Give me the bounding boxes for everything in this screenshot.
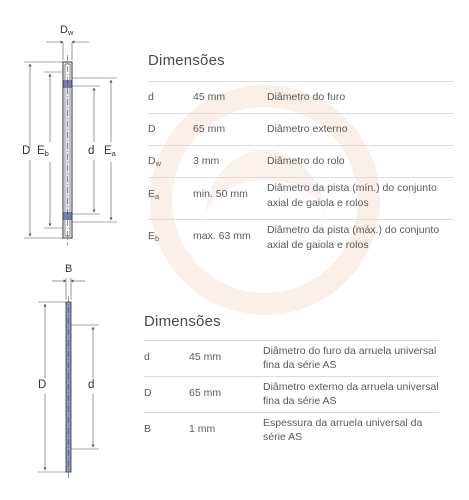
dimensions-table <box>148 81 453 260</box>
section-title: Dimensões <box>148 52 225 69</box>
value-cell: 65 mm <box>193 123 226 135</box>
table-row <box>148 178 453 220</box>
value-cell: 1 mm <box>189 423 216 435</box>
label-b: B <box>65 263 73 275</box>
table-row <box>144 341 439 377</box>
symbol-cell: d <box>148 91 154 103</box>
value-cell: 45 mm <box>189 351 222 363</box>
symbol-cell: B <box>144 423 152 435</box>
dimensions-section-cage <box>148 52 453 260</box>
section-title: Dimensões <box>144 313 221 330</box>
description-cell: Diâmetro externo <box>267 123 348 135</box>
description-cell: Diâmetro do rolo <box>267 155 345 167</box>
value-cell: max. 63 mm <box>193 230 251 242</box>
table-row <box>144 377 439 413</box>
symbol-cell: d <box>144 351 150 363</box>
description-cell: Diâmetro da pista (mín.) do conjunto axial de gaiola e rolos <box>267 182 437 209</box>
label-dw: $D_w$ <box>60 24 74 37</box>
symbol-cell: D <box>144 387 152 399</box>
label-d-outer-bottom: D <box>38 379 47 391</box>
table-row <box>148 82 453 114</box>
description-cell: Espessura da arruela universal da série AS <box>263 417 423 443</box>
symbol-cell: $E_a$ <box>148 188 160 201</box>
table-row <box>148 146 453 178</box>
value-cell: min. 50 mm <box>193 188 248 200</box>
description-cell: Diâmetro externo da arruela universal fina da série AS <box>263 381 439 407</box>
label-d-outer-top: D <box>22 145 31 157</box>
cage-assembly-drawing <box>24 42 117 245</box>
description-cell: Diâmetro do furo da arruela universal fina da série AS <box>263 345 437 371</box>
symbol-cell: D <box>148 123 156 135</box>
dimensions-section-washer <box>144 313 439 449</box>
dimensions-table <box>144 340 439 449</box>
label-d-inner-top: d <box>88 145 95 157</box>
symbol-cell: $D_w$ <box>148 155 162 168</box>
table-row <box>148 220 453 260</box>
table-row <box>148 114 453 146</box>
symbol-cell: $E_b$ <box>148 230 160 243</box>
value-cell: 65 mm <box>189 387 222 399</box>
description-cell: Diâmetro do furo <box>267 91 346 103</box>
label-ea: $E_a$ <box>104 145 116 158</box>
value-cell: 45 mm <box>193 91 226 103</box>
value-cell: 3 mm <box>193 155 220 167</box>
washer-drawing <box>38 278 99 478</box>
description-cell: Diâmetro da pista (máx.) do conjunto axial de gaiola e rolos <box>267 224 440 251</box>
label-eb: $E_b$ <box>37 145 49 158</box>
label-d-inner-bottom: d <box>88 379 95 391</box>
table-row <box>144 413 439 449</box>
